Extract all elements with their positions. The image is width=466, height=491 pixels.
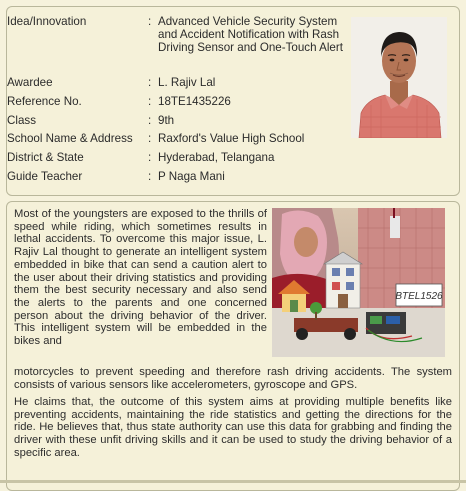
project-photo [272, 208, 445, 357]
district-value: Hyderabad, Telangana [158, 151, 275, 164]
idea-label: Idea/Innovation [7, 15, 87, 28]
awardee-portrait [351, 17, 447, 138]
district-colon: : [148, 151, 152, 164]
class-colon: : [148, 114, 152, 127]
class-label: Class [7, 114, 36, 127]
idea-value: Advanced Vehicle Security System and Accident Notification with Rash Driving Sensor and One-Touch Alert [158, 15, 343, 54]
reference-value: 18TE1435226 [158, 95, 231, 108]
awardee-colon: : [148, 76, 152, 89]
idea-colon: : [148, 15, 152, 28]
class-value: 9th [158, 114, 175, 127]
awardee-label: Awardee [7, 76, 53, 89]
reference-colon: : [148, 95, 152, 108]
guide-value: P Naga Mani [158, 170, 225, 183]
guide-colon: : [148, 170, 152, 183]
project-sign-text: BTEL1526 [395, 291, 443, 302]
school-value: Raxford's Value High School [158, 132, 305, 145]
article-paragraph-2: He claims that, the outcome of this system aims at providing multiple benefits like preventing accidents, maintaining the ride statistics and getting the directions for the ride. He believes that, thus state authority can use this data for grabbing and finding the driver with these unfit driving skills and it can be used to study the driving behavior of a specific area. [14, 396, 452, 459]
article-paragraph-1-continued: motorcycles to prevent speeding and therefore rash driving accidents. The system consists of various sensors like accelerometers, gyroscope and GPS. [14, 366, 452, 391]
district-label: District & State [7, 151, 84, 164]
guide-label: Guide Teacher [7, 170, 83, 183]
school-colon: : [148, 132, 152, 145]
school-label: School Name & Address [7, 132, 133, 145]
article-paragraph-1-wrapped: Most of the youngsters are exposed to the thrills of speed while riding, which sometimes results in lethal accidents. To overcome this major issue, L. Rajiv Lal thought to generate an intelligent system embedded in bike that can send a caution alert to the user about their driving statistics and providing them the best security necessary and also send the alerts to the parents and one concerned person about the driving behavior of the driver. This intelligent system will be embedded in the bikes and [14, 208, 267, 348]
reference-label: Reference No. [7, 95, 82, 108]
awardee-value: L. Rajiv Lal [158, 76, 216, 89]
